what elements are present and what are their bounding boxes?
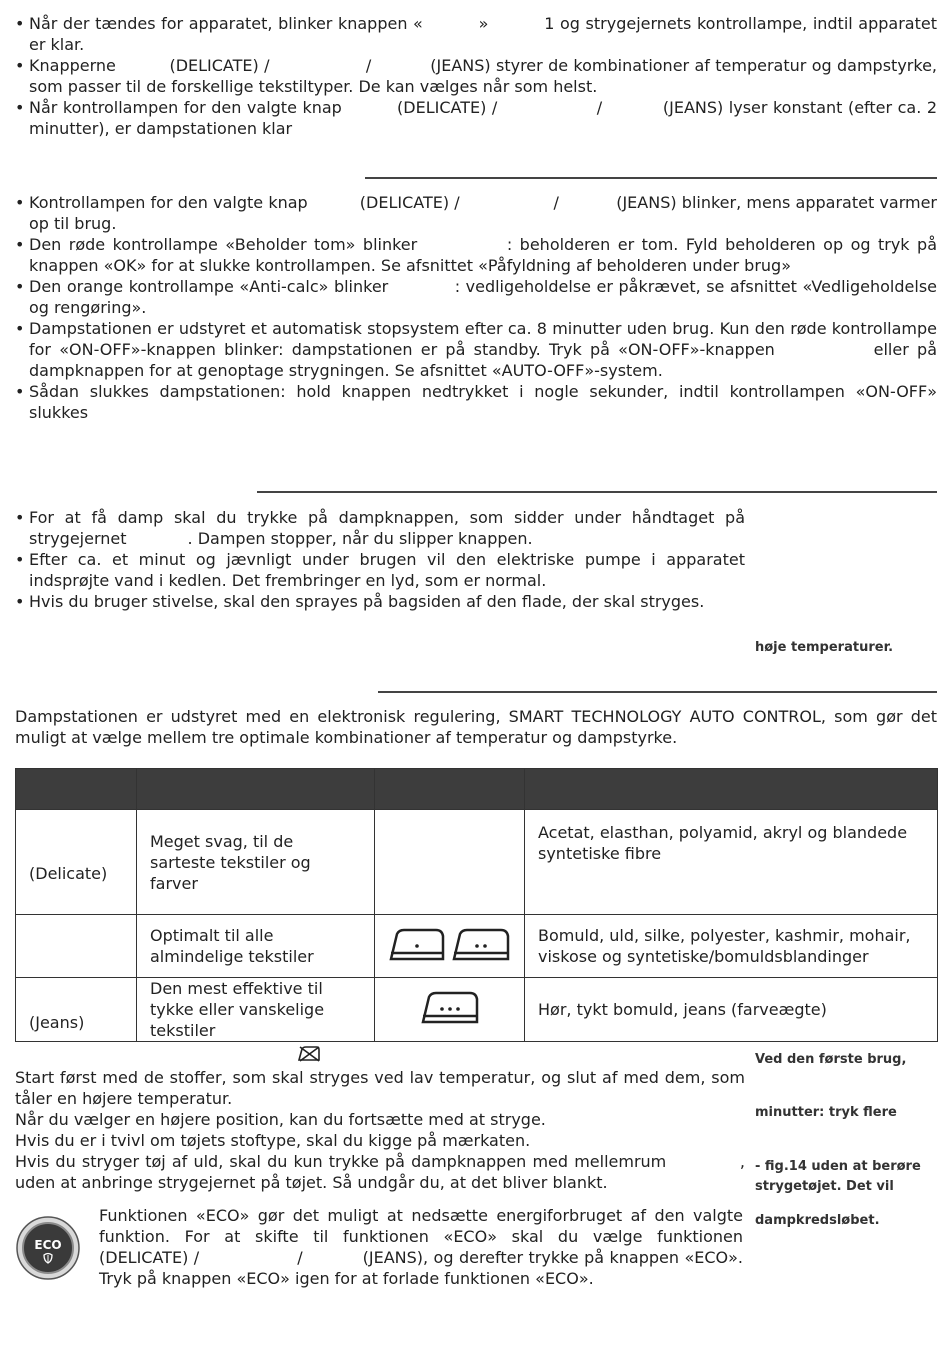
section-divider <box>378 691 937 693</box>
iron-three-dots-icon <box>420 989 480 1025</box>
table-row <box>16 978 938 1042</box>
setting-name: (Jeans) <box>29 1013 85 1032</box>
section-divider <box>365 177 937 179</box>
side-note: høje temperaturer. <box>755 640 894 655</box>
settings-table <box>15 768 938 1042</box>
tip-text: Hvis du er i tvivl om tøjets stoftype, skal du kigge på mærkaten. <box>15 1131 531 1150</box>
description-cell: Optimalt til alle almindelige tekstiler <box>137 915 375 978</box>
iron-symbol-cell <box>375 810 525 915</box>
header-cell <box>375 769 525 810</box>
tip-text: Når du vælger en højere position, kan du fortsætte med at stryge. <box>15 1110 546 1129</box>
description-cell: Den mest effektive til tykke eller vanskelige tekstiler <box>137 978 375 1042</box>
startup-list <box>15 13 943 139</box>
list-item: • Dampstationen er udstyret et automatisk stopsystem efter ca. 8 minutter uden brug. Kun den røde kontrollampe for «ON-OFF»-knappen blinker: dampstationen er på standby. Tryk på «ON-OFF»-knappen eller på dampknappen for at genoptage strygningen. Se afsnittet «AUTO-OFF»-system. <box>15 318 937 381</box>
side-note: Ved den første brug, <box>755 1052 907 1067</box>
eco-icon-label: ECO <box>34 1238 62 1252</box>
iron-two-dots-icon <box>388 926 446 962</box>
header-cell <box>525 769 938 810</box>
section-divider <box>257 491 937 493</box>
table-row <box>16 810 938 915</box>
list-item: • Sådan slukkes dampstationen: hold knappen nedtrykket i nogle sekunder, indtil kontrollampen «ON-OFF» slukkes <box>15 381 937 423</box>
eco-icon <box>15 1215 81 1281</box>
steam-list <box>15 507 751 612</box>
eco-description: Funktionen «ECO» gør det muligt at nedsætte energiforbruget af den valgte funktion. For at skifte til funktionen «ECO» skal du vælge funktionen (DELICATE) / / (JEANS), og derefter trykke på knappen «ECO». Tryk på knappen «ECO» igen for at forlade funktionen «ECO». <box>99 1206 794 1288</box>
iron-two-dots-icon <box>451 926 511 962</box>
list-item: • Den røde kontrollampe «Beholder tom» blinker : beholderen er tom. Fyld beholderen op og tryk på knappen «OK» for at slukke kontrollampen. Se afsnittet «Påfyldning af beholderen under brug» <box>15 234 937 276</box>
list-item: • Efter ca. et minut og jævnligt under brugen vil den elektriske pumpe i apparatet indsprøjte vand i kedlen. Det frembringer en lyd, som er normal. <box>15 549 745 591</box>
setting-cell <box>16 915 137 978</box>
iron-symbol-cell <box>375 978 525 1042</box>
header-cell <box>137 769 375 810</box>
list-item: • For at få damp skal du trykke på dampknappen, som sidder under håndtaget på strygejernet . Dampen stopper, når du slipper knappen. <box>15 507 745 549</box>
list-item: • Når kontrollampen for den valgte knap (DELICATE) / / (JEANS) lyser konstant (efter ca. 2 minutter), er dampstationen klar <box>15 97 937 139</box>
side-note: minutter: tryk flere <box>755 1105 897 1120</box>
header-cell <box>16 769 137 810</box>
no-iron-symbol-icon <box>297 1046 321 1062</box>
indicators-list <box>15 192 943 423</box>
list-item: • Kontrollampen for den valgte knap (DELICATE) / / (JEANS) blinker, mens apparatet varmer op til brug. <box>15 192 937 234</box>
side-note: - fig.14 uden at berøre strygetøjet. Det vil <box>755 1159 921 1194</box>
iron-symbol-cell <box>375 915 525 978</box>
fabrics-cell: Hør, tykt bomuld, jeans (farveægte) <box>525 978 938 1042</box>
list-item: • Den orange kontrollampe «Anti-calc» blinker : vedligeholdelse er påkrævet, se afsnittet «Vedligeholdelse og rengøring». <box>15 276 937 318</box>
list-item: • Knapperne (DELICATE) / / (JEANS) styrer de kombinationer af temperatur og dampstyrke, som passer til de forskellige tekstiltyper. De kan vælges når som helst. <box>15 55 937 97</box>
setting-cell <box>16 810 137 915</box>
description-cell: Meget svag, til de sarteste tekstiler og farver <box>137 810 375 915</box>
tip-text: Hvis du stryger tøj af uld, skal du kun trykke på dampknappen med mellemrum , uden at anbringe strygejernet på tøjet. Så undgår du, at det bliver blankt. <box>15 1152 751 1192</box>
tip-text: Start først med de stoffer, som skal stryges ved lav temperatur, og slut af med dem, som tåler en højere temperatur. <box>15 1068 745 1108</box>
table-header-row <box>16 769 938 810</box>
table-row <box>16 915 938 978</box>
fabrics-cell: Bomuld, uld, silke, polyester, kashmir, mohair, viskose og syntetiske/bomuldsblandinger <box>525 915 938 978</box>
setting-name: (Delicate) <box>29 864 108 883</box>
intro-text: Dampstationen er udstyret med en elektronisk regulering, SMART TECHNOLOGY AUTO CONTROL, som gør det muligt at vælge mellem tre optimale kombinationer af temperatur og dampstyrke. <box>15 707 937 747</box>
list-item: • Hvis du bruger stivelse, skal den sprayes på bagsiden af den flade, der skal stryges. <box>15 591 745 612</box>
side-note: dampkredsløbet. <box>755 1213 880 1228</box>
setting-cell <box>16 978 137 1042</box>
fabrics-cell: Acetat, elasthan, polyamid, akryl og blandede syntetiske fibre <box>525 810 938 915</box>
list-item: • Når der tændes for apparatet, blinker knappen « » 1 og strygejernets kontrollampe, indtil apparatet er klar. <box>15 13 937 55</box>
